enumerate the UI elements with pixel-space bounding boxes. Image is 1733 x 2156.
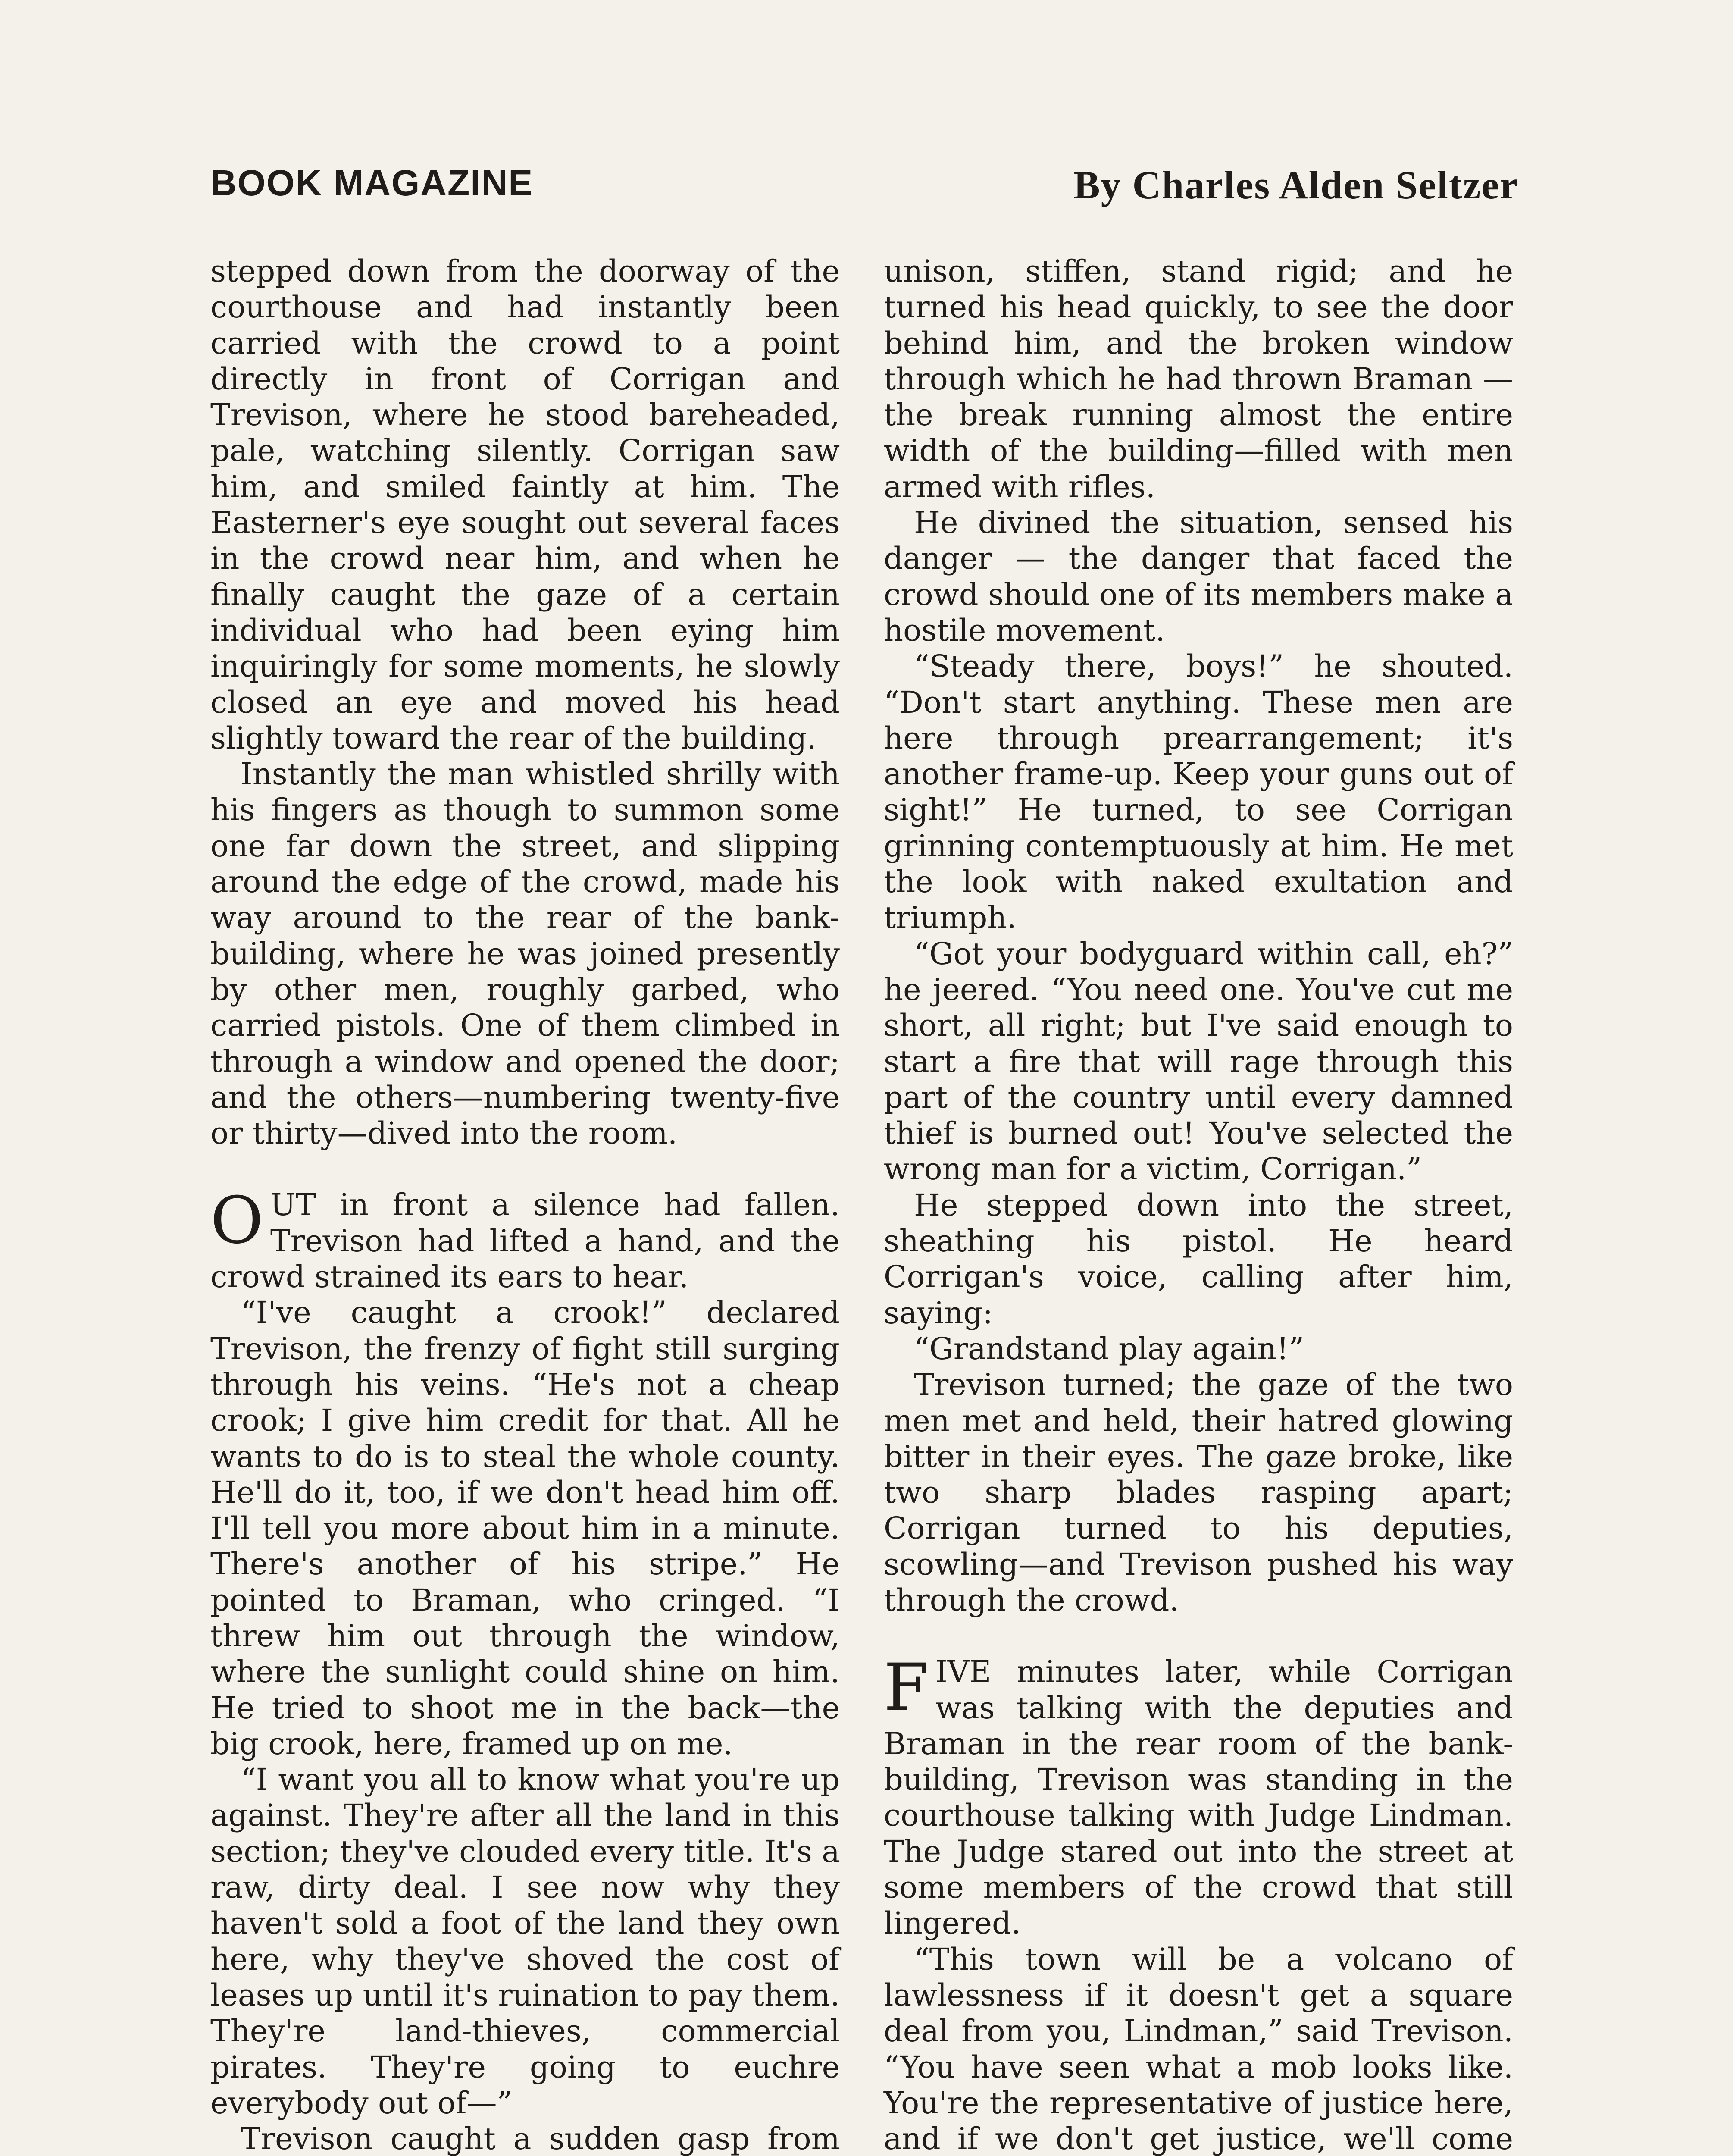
drop-cap: O	[210, 1183, 263, 1259]
paragraph-text: UT in front a silence had fallen. Trevison had lifted a hand, and the crowd strained its ears to hear.	[210, 1187, 840, 1295]
left-column	[210, 254, 840, 2156]
magazine-title: BOOK MAGAZINE	[210, 163, 534, 203]
paragraph: “I've caught a crook!” declared Trevison, the frenzy of fight still surging through his veins. “He's not a cheap crook; I give him credit for that. All he wants to do is to steal the whole county. He'll do it, too, if we don't head him off. I'll tell you more about him in a minute. There's another of his stripe.” He pointed to Braman, who cringed. “I threw him out through the window, where the sunlight could shine on him. He tried to shoot me in the back—the big crook, here, framed up on me.	[210, 1295, 840, 1761]
paragraph: He stepped down into the street, sheathing his pistol. He heard Corrigan's voice, calling after him, saying:	[884, 1187, 1513, 1331]
paragraph: Instantly the man whistled shrilly with his fingers as though to summon some one far down the street, and slipping around the edge of the crowd, made his way around to the rear of the bank-building, where he was joined presently by other men, roughly garbed, who carried pistols. One of them climbed in through a window and opened the door; and the others—numbering twenty-five or thirty—dived into the room.	[210, 756, 840, 1151]
paragraph: “Steady there, boys!” he shouted. “Don't start anything. These men are here through prearrangement; it's another frame-up. Keep your guns out of sight!” He turned, to see Corrigan grinning contemptuously at him. He met the look with naked exultation and triumph.	[884, 649, 1513, 936]
paragraph: stepped down from the doorway of the courthouse and had instantly been carried with the crowd to a point directly in front of Corrigan and Trevison, where he stood bareheaded, pale, watching silently. Corrigan saw him, and smiled faintly at him. The Easterner's eye sought out several faces in the crowd near him, and when he finally caught the gaze of a certain individual who had been eying him inquiringly for some moments, he slowly closed an eye and moved his head slightly toward the rear of the building.	[210, 254, 840, 756]
paragraph: “Grandstand play again!”	[914, 1331, 1304, 1366]
paragraph: “Got your bodyguard within call, eh?” he jeered. “You need one. You've cut me short, all right; but I've said enough to start a fire that will rage through this part of the country until every damned thief is burned out! You've selected the wrong man for a victim, Corrigan.”	[884, 936, 1513, 1187]
paragraph: Trevison turned; the gaze of the two men met and held, their hatred glowing bitter in their eyes. The gaze broke, like two sharp blades rasping apart; Corrigan turned to his deputies, scowling—and Trevison pushed his way through the crowd.	[884, 1367, 1513, 1618]
right-column	[884, 254, 1513, 2156]
paragraph: “I want you all to know what you're up against. They're after all the land in this section; they've clouded every title. It's a raw, dirty deal. I see now why they haven't sold a foot of the land they own here, why they've shoved the cost of leases up until it's ruination to pay them. They're land-thieves, commercial pirates. They're going to euchre everybody out of—”	[210, 1762, 840, 2121]
section-paragraph	[210, 1183, 840, 1295]
paragraph-text: IVE minutes later, while Corrigan was talking with the deputies and Braman in the rear room of the bank-building, Trevison was standing in the courthouse talking with Judge Lindman. The Judge stared out into the street at some members of the crowd that still lingered.	[884, 1654, 1513, 1941]
paragraph: unison, stiffen, stand rigid; and he turned his head quickly, to see the door behind him, and the broken window through which he had thrown Braman —the break running almost the entire width of the building—filled with men armed with rifles.	[884, 254, 1513, 505]
paragraph: Trevison caught a sudden gasp from	[241, 2121, 840, 2156]
paragraph: He divined the situation, sensed his danger — the danger that faced the crowd should one of its members make a hostile movement.	[884, 505, 1513, 648]
paragraph: “This town will be a volcano of lawlessness if it doesn't get a square deal from you, Lindman,” said Trevison. “You have seen what a mob looks like. You're the representative of justice here, and if we don't get justice, we'll come	[884, 1941, 1513, 2156]
author-byline: By Charles Alden Seltzer	[1073, 163, 1518, 207]
drop-cap: F	[884, 1650, 929, 1726]
section-paragraph	[884, 1650, 1513, 1941]
